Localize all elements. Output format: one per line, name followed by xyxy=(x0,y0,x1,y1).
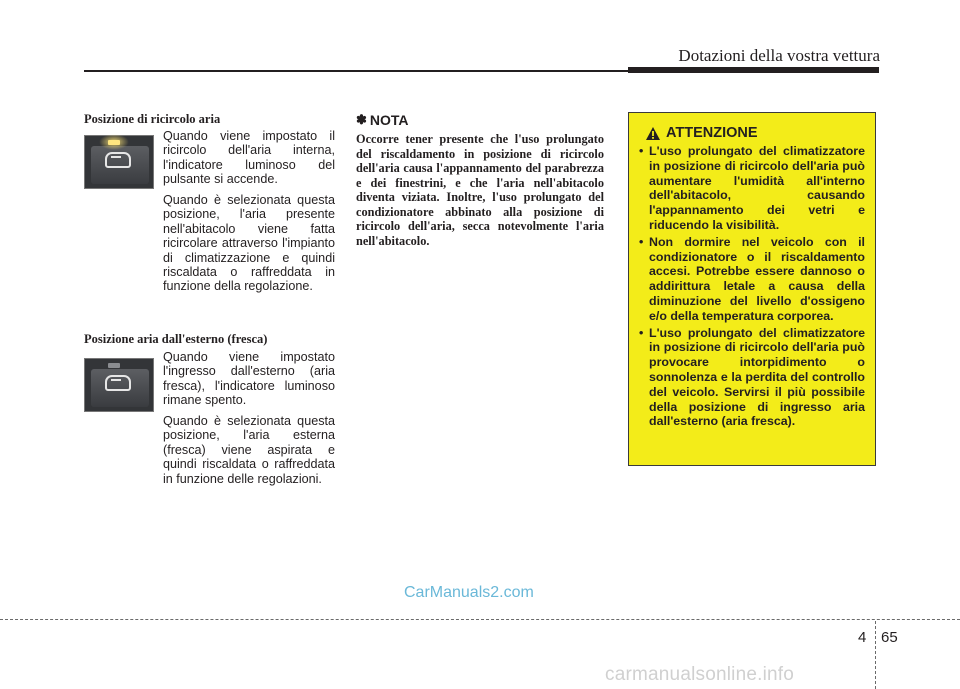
recirculation-arrow-icon xyxy=(111,156,121,158)
fresh-air-paragraph-2: Quando è selezionata questa posizione, l'aria esterna (fresca) viene aspirata e quindi riscaldata o raffreddata in funzione delle regolazioni. xyxy=(163,414,335,486)
fresh-air-button-image xyxy=(84,358,154,412)
recirculation-button-image xyxy=(84,135,154,189)
warning-item: • L'uso prolungato del climatizzatore in posizione di ricircolo dell'aria può aumentare l'umidità all'interno dell'abitacolo, causando l'appannamento dei vetri e riducendo la visibilità. xyxy=(639,144,865,232)
bullet: • xyxy=(639,325,644,340)
section-title-recirculation: Posizione di ricircolo aria xyxy=(84,112,221,126)
car-recirculation-icon xyxy=(105,152,131,168)
recirculation-paragraph-2: Quando è selezionata questa posizione, l'aria presente nell'abitacolo viene fatta ricircolare attraverso l'impianto di climatizzazione e quindi riscaldata o raffreddata in funzione della regolazione. xyxy=(163,193,335,294)
recirculation-paragraph-1: Quando viene impostato il ricircolo dell'aria interna, l'indicatore luminoso del pulsante si accende. xyxy=(163,129,335,187)
fresh-air-paragraph-1: Quando viene impostato l'ingresso dall'esterno (aria fresca), l'indicatore luminoso rimane spento. xyxy=(163,350,335,408)
header-rule-thick xyxy=(628,67,879,73)
chapter-number: 4 xyxy=(858,629,867,646)
warning-item: • Non dormire nel veicolo con il condizionatore o il riscaldamento accesi. Potrebbe essere dannoso o addirittura letale a causa della diminuzione del livello d'ossigeno e/o della temperatura corporea. xyxy=(639,234,865,323)
page-header-title: Dotazioni della vostra vettura xyxy=(678,46,880,65)
indicator-light-off xyxy=(108,363,120,368)
column-left xyxy=(84,112,336,486)
page-number: 65 xyxy=(881,629,898,646)
footer-separator xyxy=(875,621,876,689)
warning-title: ATTENZIONE xyxy=(666,125,758,141)
warning-item: • L'uso prolungato del climatizzatore in posizione di ricircolo dell'aria può provocare intorpidimento o sonnolenza e la perdita del controllo del veicolo. Servirsi il più possibile della posizione di ingresso aria dall'esterno (aria fresca). xyxy=(639,325,865,429)
section-title-fresh-air: Posizione aria dall'esterno (fresca) xyxy=(84,332,268,346)
indicator-light-on xyxy=(108,140,120,145)
watermark-text: CarManuals2.com xyxy=(404,584,534,601)
car-recirculation-icon xyxy=(105,375,131,391)
warning-list xyxy=(639,144,865,429)
warning-box xyxy=(628,112,876,466)
column-middle xyxy=(356,112,604,248)
warning-triangle-icon xyxy=(645,126,661,141)
site-footer-text: carmanualsonline.info xyxy=(605,664,795,685)
bullet: • xyxy=(639,144,644,158)
note-heading xyxy=(356,112,604,128)
bullet: • xyxy=(639,234,644,249)
note-title: NOTA xyxy=(369,112,409,128)
recirculation-arrow-icon xyxy=(111,379,121,381)
warning-heading xyxy=(645,125,865,141)
asterisk-icon: ✽ xyxy=(356,112,367,127)
footer-rule xyxy=(0,619,960,620)
header-rule xyxy=(84,70,630,72)
note-body: Occorre tener presente che l'uso prolungato del riscaldamento in posizione di ricircolo dell'aria causa l'appannamento del parabrezza e dei finestrini, e che l'aria nell'abitacolo diventa viziata. Inoltre, l'uso prolungato del condizionatore abbinato alla posizione di ricircolo dell'aria, secca notevolmente l'aria nell'abitacolo. xyxy=(356,132,604,248)
